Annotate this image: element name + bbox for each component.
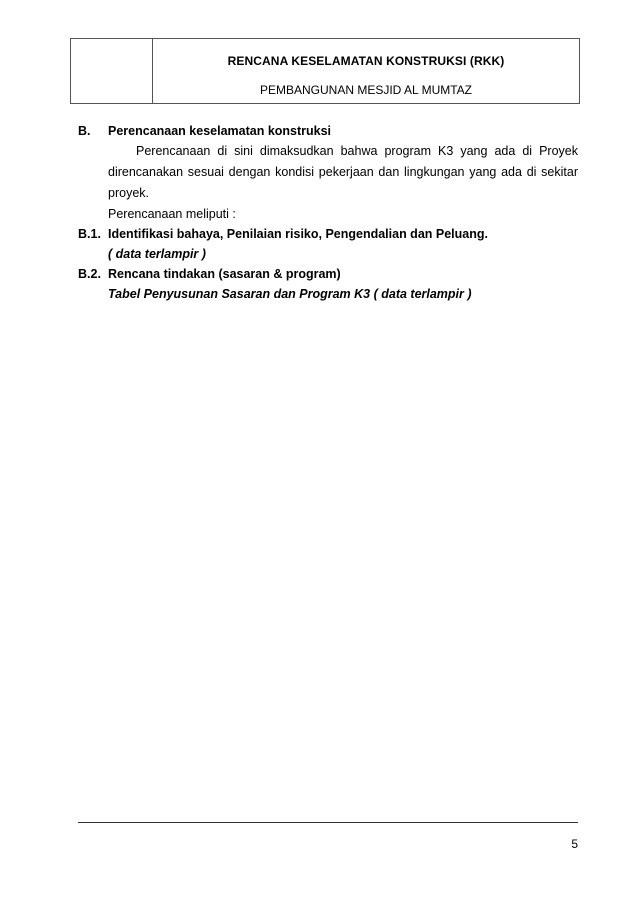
- section-b1: [78, 224, 578, 244]
- section-b2-note-row: [78, 284, 578, 304]
- section-b1-heading: Identifikasi bahaya, Penilaian risiko, Pengendalian dan Peluang.: [108, 227, 488, 241]
- footer-divider: [78, 822, 578, 823]
- section-b1-note-row: [78, 244, 578, 264]
- section-b2-number: B.2.: [78, 267, 101, 281]
- header-text-cell: [153, 39, 579, 103]
- section-b2-note: Tabel Penyusunan Sasaran dan Program K3 ( data terlampir ): [108, 287, 472, 301]
- header-logo-cell: [71, 39, 153, 103]
- section-b2: [78, 264, 578, 284]
- section-b: [78, 121, 578, 141]
- section-b-number: B.: [78, 124, 91, 138]
- section-b1-number: B.1.: [78, 227, 101, 241]
- document-title: RENCANA KESELAMATAN KONSTRUKSI (RKK): [227, 54, 505, 68]
- section-b-paragraph-row: [78, 141, 578, 204]
- document-body: [78, 121, 578, 304]
- document-subtitle: PEMBANGUNAN MESJID AL MUMTAZ: [259, 83, 473, 97]
- section-b2-heading: Rencana tindakan (sasaran & program): [108, 267, 341, 281]
- section-b-paragraph: Perencanaan di sini dimaksudkan bahwa program K3 yang ada di Proyek direncanakan sesuai dengan kondisi pekerjaan dan lingkungan yang ada di sekitar proyek.: [108, 144, 578, 200]
- section-b1-note: ( data terlampir ): [108, 247, 206, 261]
- page-number: 5: [571, 837, 578, 851]
- document-header: [70, 38, 580, 104]
- section-b-heading: Perencanaan keselamatan konstruksi: [108, 124, 332, 138]
- section-b-intro: Perencanaan meliputi :: [108, 207, 236, 221]
- section-b-intro-row: [78, 204, 578, 224]
